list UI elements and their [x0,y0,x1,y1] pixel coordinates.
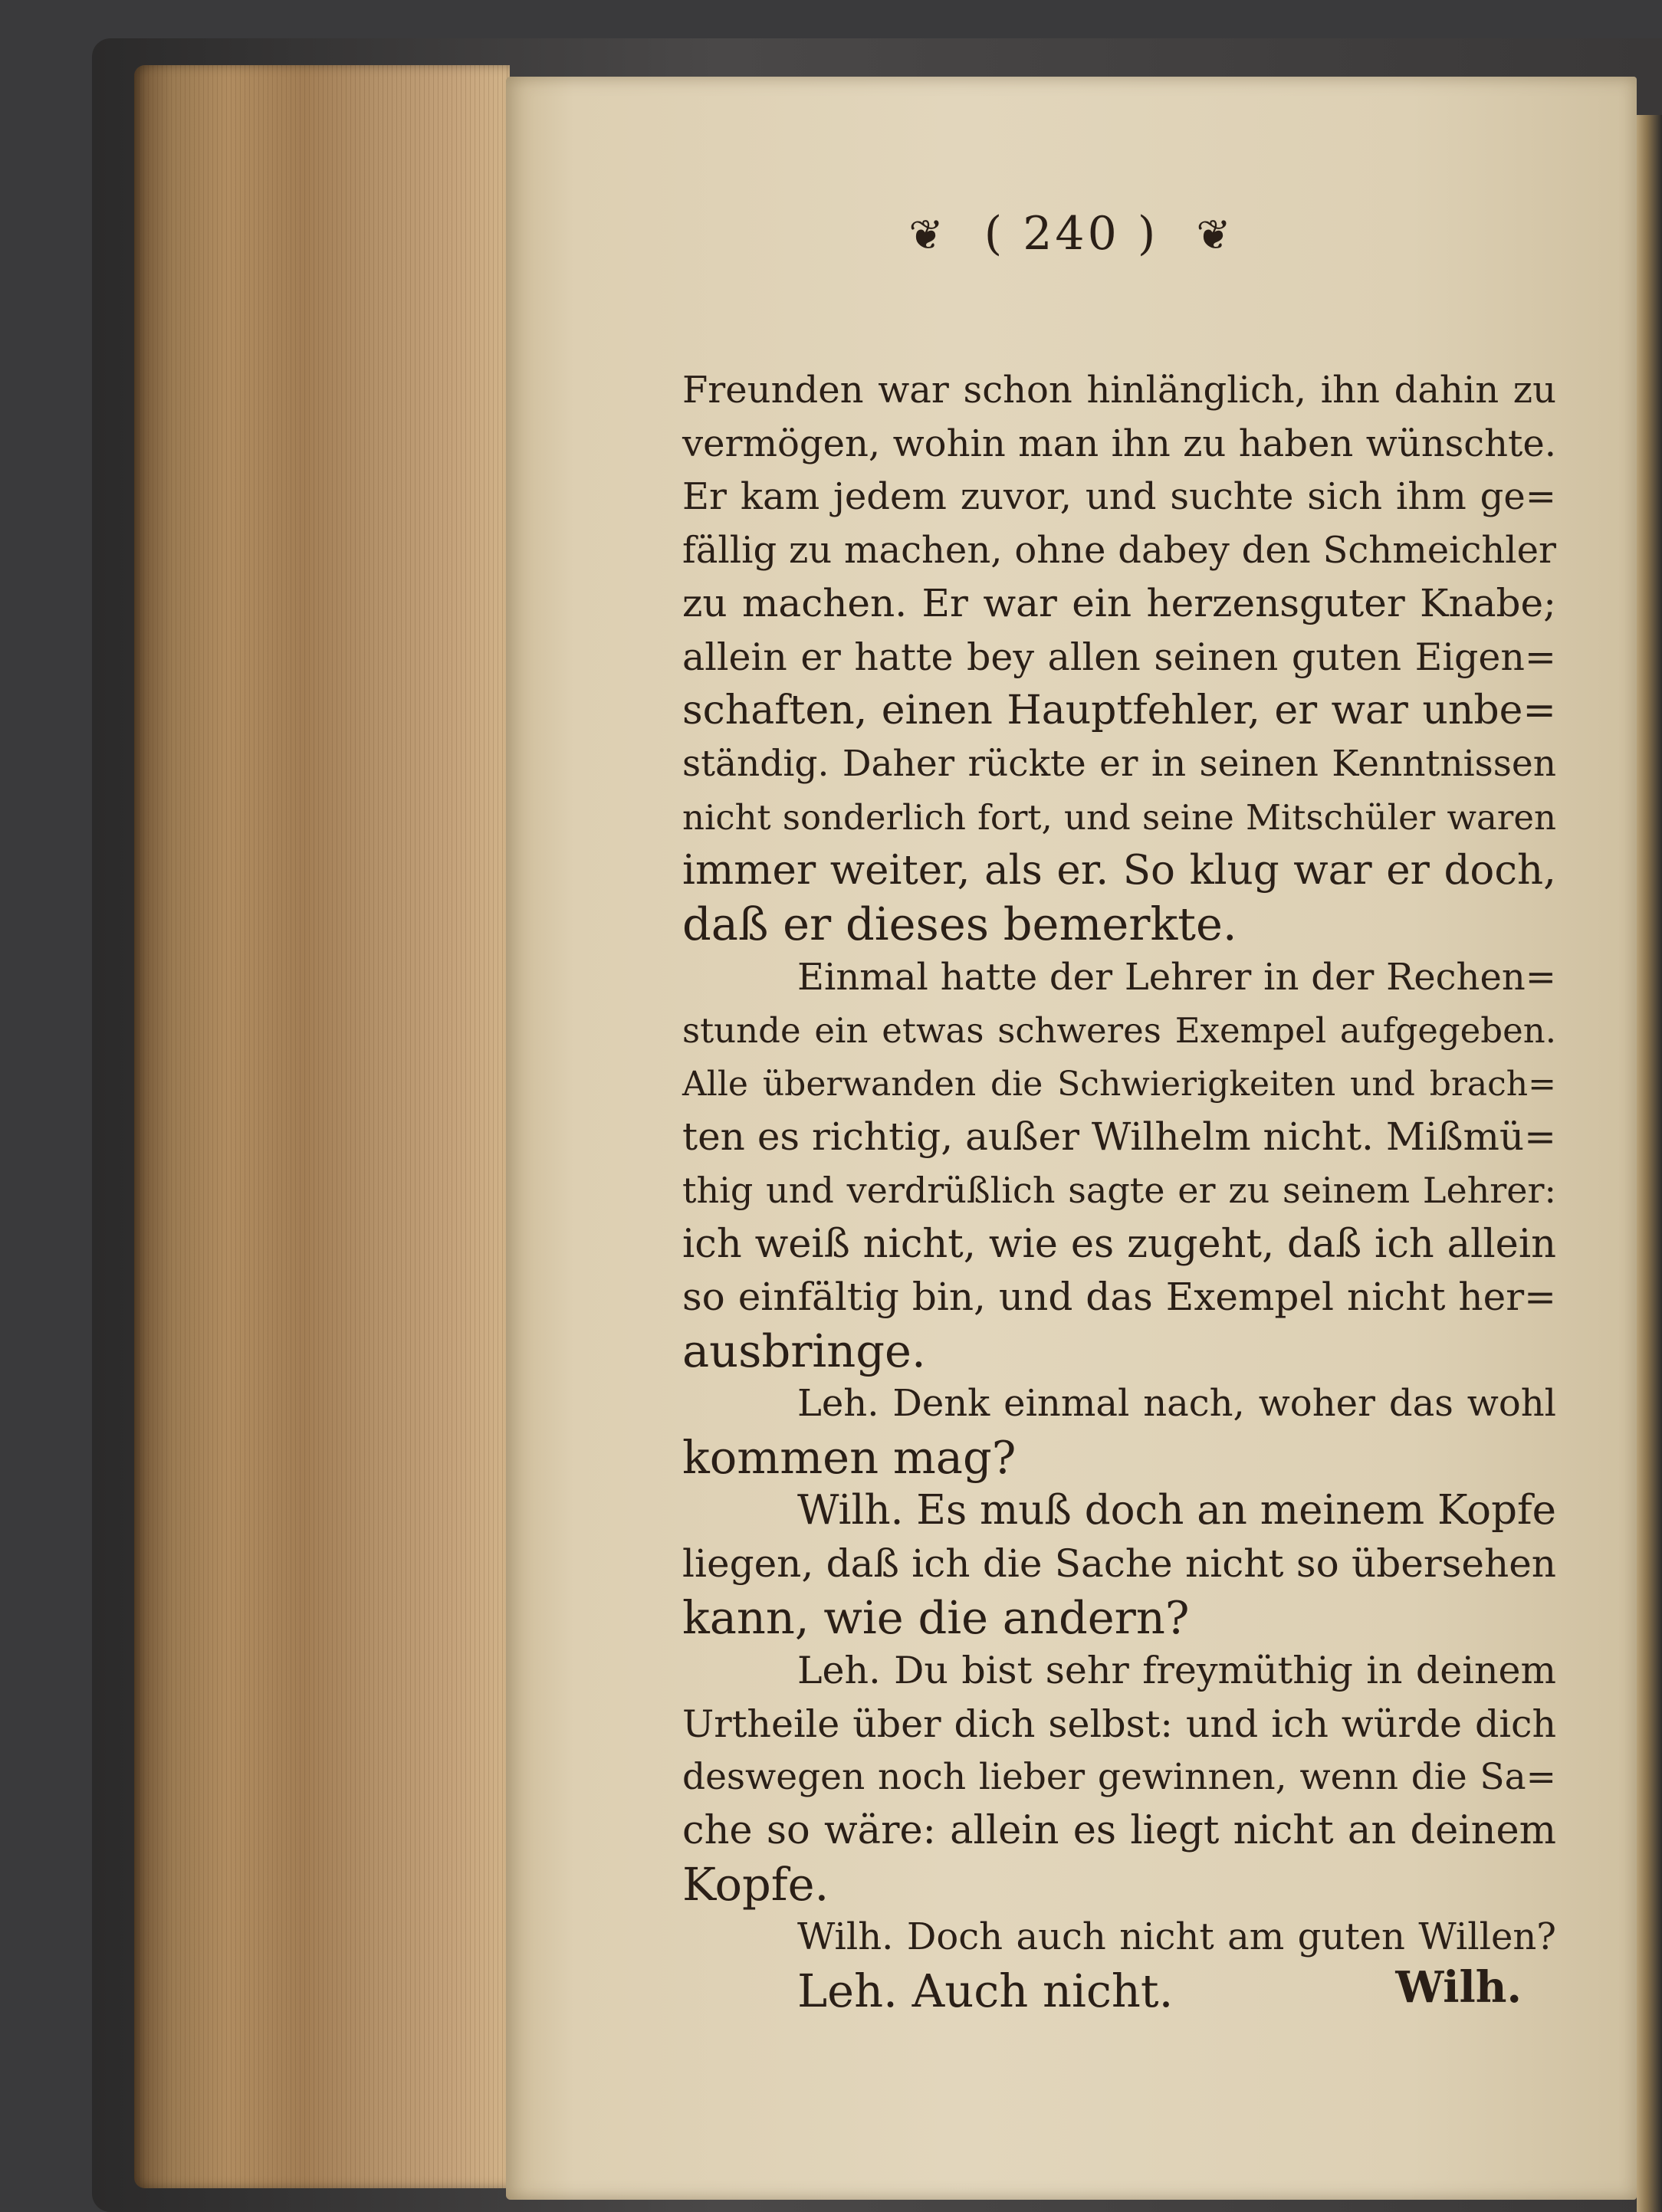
text-line: so einfältig bin, und das Exempel nicht her= [682,1275,1556,1320]
page-text [682,364,1556,2017]
page-number: ( 240 ) [984,207,1159,261]
text-line: daß er dieses bemerkte. [682,897,1237,950]
text-line: liegen, daß ich die Sache nicht so übersehen [682,1541,1556,1587]
left-ornament-icon: ❦ [908,211,947,259]
text-line: Leh. Du bist sehr freymüthig in deinem [797,1649,1556,1693]
text-line: kommen mag? [682,1430,1017,1484]
text-line: Urtheile über dich selbst: und ich würde dich [682,1702,1556,1746]
text-line: kann, wie die andern? [682,1590,1190,1644]
text-line: ständig. Daher rückte er in seinen Kenntnissen [682,743,1556,786]
text-line: Leh. Auch nicht. [797,1964,1174,2017]
text-line: fällig zu machen, ohne dabey den Schmeichler [682,528,1556,572]
text-line: Wilh. Doch auch nicht am guten Willen? [797,1915,1556,1959]
text-line: Er kam jedem zuvor, und suchte sich ihm ge= [682,475,1556,519]
text-line: Leh. Denk einmal nach, woher das wohl [797,1382,1556,1426]
text-line: ten es richtig, außer Wilhelm nicht. Mißmü= [682,1114,1556,1160]
text-line: immer weiter, als er. So klug war er doch, [682,847,1556,894]
text-line: thig und verdrüßlich sagte er zu seinem Lehrer: [682,1169,1556,1211]
text-line: deswegen noch lieber gewinnen, wenn die Sa= [682,1756,1556,1799]
text-line: ausbringe. [682,1324,926,1377]
page-header [506,207,1637,261]
text-line: schaften, einen Hauptfehler, er war unbe= [682,687,1556,734]
text-line: zu machen. Er war ein herzensguter Knabe; [682,581,1556,626]
text-line: vermögen, wohin man ihn zu haben wünschte. [682,422,1556,465]
book-page [506,77,1637,2200]
text-line: Alle überwanden die Schwierigkeiten und brach= [682,1064,1556,1104]
text-line: Kopfe. [682,1857,829,1911]
text-line: stunde ein etwas schweres Exempel aufgegeben. [682,1010,1556,1052]
text-line: ich weiß nicht, wie es zugeht, daß ich allein [682,1221,1556,1267]
text-line: Freunden war schon hinlänglich, ihn dahin zu [682,369,1556,412]
right-ornament-icon: ❦ [1196,211,1234,259]
text-line: Einmal hatte der Lehrer in der Rechen= [797,955,1556,999]
text-line: che so wäre: allein es liegt nicht an deinem [682,1808,1556,1854]
text-line: allein er hatte bey allen seinen guten Eigen= [682,635,1556,679]
catchword: Wilh. [1395,1962,1522,2013]
facing-page-edge [1637,115,1662,2212]
text-line: Wilh. Es muß doch an meinem Kopfe [797,1487,1556,1534]
page-edges [134,65,510,2188]
text-line: nicht sonderlich fort, und seine Mitschüler waren [682,796,1556,838]
